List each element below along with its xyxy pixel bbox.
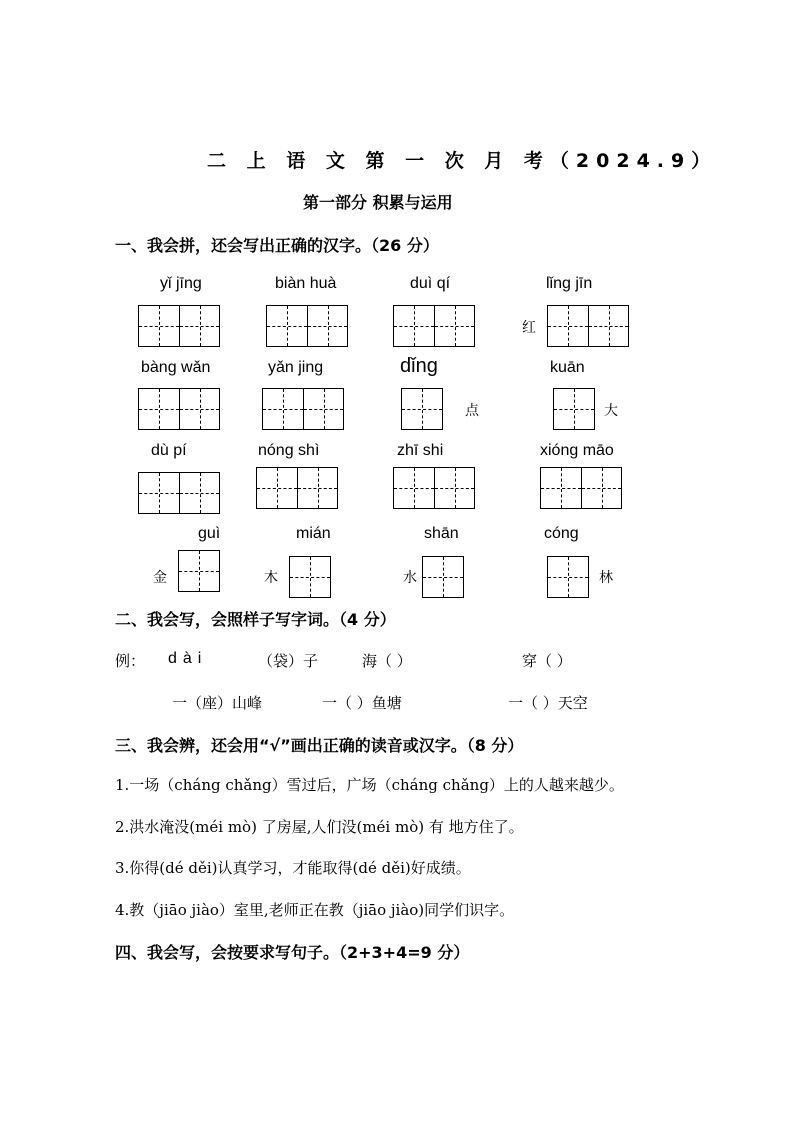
writing-grid[interactable] [138, 472, 220, 514]
pinyin-label: lǐng jīn [546, 275, 593, 292]
pinyin-label: kuān [550, 359, 585, 376]
blank-item[interactable]: 穿（ ） [522, 652, 572, 670]
pinyin-label: guì [198, 525, 221, 542]
suffix-char: 大 [604, 403, 618, 419]
writing-grid[interactable] [266, 305, 348, 347]
writing-grid[interactable] [178, 550, 220, 592]
blank-item[interactable]: 海（ ） [362, 652, 412, 670]
pinyin-label: zhī shi [397, 442, 444, 459]
question-line: 4.教（jiāo jiào）室里,老师正在教（jiāo jiào)同学们识字。 [115, 901, 515, 919]
question-line: 2.洪水淹没(méi mò) 了房屋,人们没(méi mò) 有 地方住了。 [115, 818, 524, 836]
section-1-heading: 一、我会拼，还会写出正确的汉字。（26 分） [115, 236, 439, 255]
writing-grid[interactable] [138, 388, 220, 430]
pinyin-label: bàng wǎn [141, 359, 211, 376]
pinyin-label: duì qí [410, 275, 451, 292]
writing-grid[interactable] [289, 556, 331, 598]
prefix-char: 木 [264, 570, 278, 586]
pinyin-label: nóng shì [258, 442, 320, 459]
pinyin-label: xióng māo [540, 442, 614, 459]
blank-item[interactable]: 一（ ）鱼塘 [322, 694, 402, 712]
section-3-heading: 三、我会辨，还会用“√”画出正确的读音或汉字。（8 分） [115, 736, 524, 755]
part-subtitle: 第一部分 积累与运用 [303, 193, 453, 212]
prefix-char: 水 [403, 570, 417, 586]
page-title: 二 上 语 文 第 一 次 月 考（2024.9） [207, 150, 718, 172]
example-item: 一（座）山峰 [172, 694, 263, 712]
suffix-char: 点 [465, 403, 479, 419]
pinyin-label: mián [296, 525, 331, 542]
section-4-heading: 四、我会写，会按要求写句子。（2+3+4=9 分） [115, 943, 470, 962]
pinyin-label: shān [424, 525, 459, 542]
writing-grid[interactable] [262, 388, 344, 430]
question-line: 3.你得(dé děi)认真学习，才能取得(dé děi)好成绩。 [115, 859, 471, 877]
writing-grid[interactable] [540, 467, 622, 509]
writing-grid[interactable] [547, 556, 589, 598]
pinyin-label: biàn huà [275, 275, 337, 292]
writing-grid[interactable] [138, 305, 220, 347]
writing-grid[interactable] [393, 467, 475, 509]
writing-grid[interactable] [393, 305, 475, 347]
blank-item[interactable]: 一（ ）天空 [508, 694, 588, 712]
writing-grid[interactable] [547, 305, 629, 347]
example-pinyin: dài [168, 650, 208, 667]
section-2-heading: 二、我会写，会照样子写字词。（4 分） [115, 610, 396, 629]
pinyin-label: cóng [544, 525, 579, 542]
question-line: 1.一场（cháng chǎng）雪过后，广场（cháng chǎng）上的人越来越少。 [115, 776, 624, 794]
writing-grid[interactable] [256, 467, 338, 509]
example-label: 例： [115, 652, 146, 670]
example-word: （袋）子 [258, 652, 319, 670]
pinyin-label: dǐng [400, 355, 438, 377]
pinyin-label: dù pí [151, 442, 187, 459]
writing-grid[interactable] [401, 388, 443, 430]
writing-grid[interactable] [553, 388, 595, 430]
pinyin-label: yǐ jīng [160, 275, 202, 292]
writing-grid[interactable] [422, 556, 464, 598]
prefix-char: 红 [522, 320, 536, 336]
prefix-char: 金 [153, 570, 167, 586]
pinyin-label: yǎn jing [268, 359, 324, 376]
suffix-char: 林 [599, 570, 613, 586]
